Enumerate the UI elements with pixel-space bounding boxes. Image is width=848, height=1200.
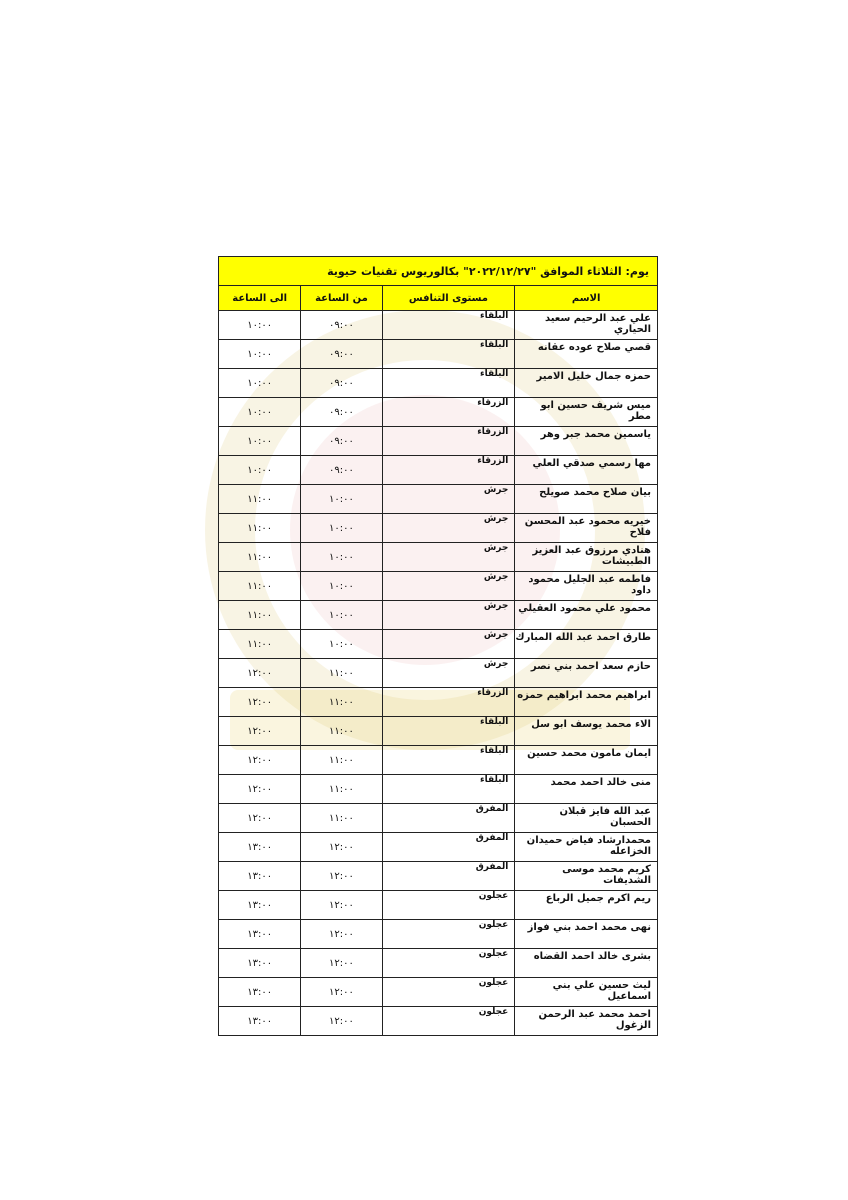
cell-level: البلقاء xyxy=(382,775,515,804)
table-row xyxy=(219,949,658,978)
cell-level: جرش xyxy=(382,485,515,514)
table-row xyxy=(219,804,658,833)
table-row xyxy=(219,369,658,398)
cell-name: الاء محمد يوسف ابو سل xyxy=(515,717,658,746)
table-row xyxy=(219,920,658,949)
cell-to: ١١:٠٠ xyxy=(219,543,301,572)
table-row xyxy=(219,601,658,630)
cell-from: ١٠:٠٠ xyxy=(301,543,382,572)
cell-level: جرش xyxy=(382,630,515,659)
cell-to: ١١:٠٠ xyxy=(219,514,301,543)
cell-name: مها رسمي صدقي العلي xyxy=(515,456,658,485)
cell-to: ١١:٠٠ xyxy=(219,572,301,601)
cell-from: ١١:٠٠ xyxy=(301,688,382,717)
cell-to: ١١:٠٠ xyxy=(219,485,301,514)
cell-from: ٠٩:٠٠ xyxy=(301,456,382,485)
column-header-to: الى الساعة xyxy=(219,286,301,311)
cell-from: ١٠:٠٠ xyxy=(301,601,382,630)
cell-name: احمد محمد عبد الرحمن الزغول xyxy=(515,1007,658,1036)
cell-to: ١٢:٠٠ xyxy=(219,804,301,833)
cell-level: المفرق xyxy=(382,804,515,833)
cell-name: طارق احمد عبد الله المبارك xyxy=(515,630,658,659)
cell-level: البلقاء xyxy=(382,369,515,398)
cell-to: ١٣:٠٠ xyxy=(219,978,301,1007)
cell-to: ١٢:٠٠ xyxy=(219,688,301,717)
cell-level: جرش xyxy=(382,659,515,688)
table-row xyxy=(219,659,658,688)
table-row xyxy=(219,833,658,862)
table-row xyxy=(219,427,658,456)
cell-to: ١٣:٠٠ xyxy=(219,833,301,862)
cell-from: ٠٩:٠٠ xyxy=(301,398,382,427)
cell-name: منى خالد احمد محمد xyxy=(515,775,658,804)
cell-from: ١٢:٠٠ xyxy=(301,891,382,920)
table-row xyxy=(219,862,658,891)
cell-to: ١٣:٠٠ xyxy=(219,891,301,920)
cell-level: المفرق xyxy=(382,833,515,862)
cell-name: بشرى خالد احمد القضاه xyxy=(515,949,658,978)
table-row xyxy=(219,456,658,485)
cell-name: ميس شريف حسين ابو مطر xyxy=(515,398,658,427)
cell-name: ليث حسين علي بني اسماعيل xyxy=(515,978,658,1007)
cell-to: ١٢:٠٠ xyxy=(219,659,301,688)
cell-name: حمزه جمال خليل الامير xyxy=(515,369,658,398)
cell-level: جرش xyxy=(382,572,515,601)
table-row xyxy=(219,340,658,369)
table-row xyxy=(219,688,658,717)
cell-level: الزرقاء xyxy=(382,688,515,717)
cell-from: ٠٩:٠٠ xyxy=(301,340,382,369)
cell-level: عجلون xyxy=(382,949,515,978)
column-header-from: من الساعة xyxy=(301,286,382,311)
cell-from: ١١:٠٠ xyxy=(301,804,382,833)
cell-name: علي عبد الرحيم سعيد الحياري xyxy=(515,311,658,340)
table-row xyxy=(219,630,658,659)
cell-from: ٠٩:٠٠ xyxy=(301,427,382,456)
cell-to: ١١:٠٠ xyxy=(219,630,301,659)
cell-name: ريم اكرم جميل الرباع xyxy=(515,891,658,920)
table-row xyxy=(219,746,658,775)
cell-to: ١١:٠٠ xyxy=(219,601,301,630)
cell-to: ١٠:٠٠ xyxy=(219,311,301,340)
cell-to: ١٣:٠٠ xyxy=(219,949,301,978)
cell-name: قصي صلاح عوده عقانه xyxy=(515,340,658,369)
cell-level: جرش xyxy=(382,601,515,630)
cell-level: عجلون xyxy=(382,920,515,949)
column-header-name: الاسم xyxy=(515,286,658,311)
cell-name: ابراهيم محمد ابراهيم حمزه xyxy=(515,688,658,717)
cell-from: ١٠:٠٠ xyxy=(301,514,382,543)
cell-from: ١٠:٠٠ xyxy=(301,485,382,514)
table-row xyxy=(219,978,658,1007)
table-row xyxy=(219,572,658,601)
cell-level: البلقاء xyxy=(382,311,515,340)
cell-to: ١٣:٠٠ xyxy=(219,1007,301,1036)
cell-to: ١٠:٠٠ xyxy=(219,456,301,485)
cell-from: ٠٩:٠٠ xyxy=(301,369,382,398)
cell-name: ياسمين محمد جبر وهر xyxy=(515,427,658,456)
cell-from: ١٢:٠٠ xyxy=(301,833,382,862)
cell-name: خيريه محمود عبد المحسن فلاح xyxy=(515,514,658,543)
cell-name: فاطمه عبد الجليل محمود داود xyxy=(515,572,658,601)
cell-from: ١١:٠٠ xyxy=(301,659,382,688)
cell-level: البلقاء xyxy=(382,340,515,369)
cell-level: المفرق xyxy=(382,862,515,891)
table-row xyxy=(219,485,658,514)
header-row xyxy=(219,286,658,311)
cell-from: ١١:٠٠ xyxy=(301,746,382,775)
cell-name: عبد الله فايز قبلان الحسبان xyxy=(515,804,658,833)
cell-level: الزرقاء xyxy=(382,456,515,485)
cell-from: ١٢:٠٠ xyxy=(301,920,382,949)
cell-to: ١٣:٠٠ xyxy=(219,920,301,949)
cell-to: ١٣:٠٠ xyxy=(219,862,301,891)
cell-from: ١٢:٠٠ xyxy=(301,1007,382,1036)
cell-from: ٠٩:٠٠ xyxy=(301,311,382,340)
cell-to: ١٢:٠٠ xyxy=(219,746,301,775)
cell-from: ١٢:٠٠ xyxy=(301,949,382,978)
cell-name: حازم سعد احمد بني نصر xyxy=(515,659,658,688)
cell-level: الزرقاء xyxy=(382,427,515,456)
cell-name: ايمان مامون محمد حسين xyxy=(515,746,658,775)
cell-from: ١٢:٠٠ xyxy=(301,862,382,891)
cell-from: ١١:٠٠ xyxy=(301,717,382,746)
cell-level: الزرقاء xyxy=(382,398,515,427)
table-row xyxy=(219,311,658,340)
cell-level: عجلون xyxy=(382,1007,515,1036)
table-row xyxy=(219,717,658,746)
cell-name: محمدارشاد فياض حميدان الخزاعله xyxy=(515,833,658,862)
cell-name: هنادي مرزوق عبد العزيز الطبيشات xyxy=(515,543,658,572)
table-row xyxy=(219,514,658,543)
schedule-table xyxy=(218,256,658,1036)
cell-from: ١٢:٠٠ xyxy=(301,978,382,1007)
cell-to: ١٢:٠٠ xyxy=(219,775,301,804)
cell-to: ١٠:٠٠ xyxy=(219,340,301,369)
cell-from: ١٠:٠٠ xyxy=(301,630,382,659)
cell-level: عجلون xyxy=(382,891,515,920)
cell-level: جرش xyxy=(382,514,515,543)
cell-from: ١٠:٠٠ xyxy=(301,572,382,601)
cell-to: ١٠:٠٠ xyxy=(219,398,301,427)
schedule-title: يوم: الثلاثاء الموافق "٢٠٢٢/١٢/٢٧" بكالوريوس تقنيات حيوية xyxy=(219,257,658,286)
table-row xyxy=(219,775,658,804)
table-row xyxy=(219,891,658,920)
cell-level: عجلون xyxy=(382,978,515,1007)
cell-name: بيان صلاح محمد صويلح xyxy=(515,485,658,514)
cell-level: البلقاء xyxy=(382,746,515,775)
cell-level: البلقاء xyxy=(382,717,515,746)
cell-level: جرش xyxy=(382,543,515,572)
cell-to: ١٠:٠٠ xyxy=(219,427,301,456)
column-header-level: مستوى التنافس xyxy=(382,286,515,311)
cell-name: كريم محمد موسى الشديفات xyxy=(515,862,658,891)
cell-to: ١٢:٠٠ xyxy=(219,717,301,746)
cell-to: ١٠:٠٠ xyxy=(219,369,301,398)
cell-name: محمود علي محمود العقيلي xyxy=(515,601,658,630)
cell-from: ١١:٠٠ xyxy=(301,775,382,804)
table-row xyxy=(219,398,658,427)
table-row xyxy=(219,543,658,572)
cell-name: نهى محمد احمد بني فواز xyxy=(515,920,658,949)
table-row xyxy=(219,1007,658,1036)
